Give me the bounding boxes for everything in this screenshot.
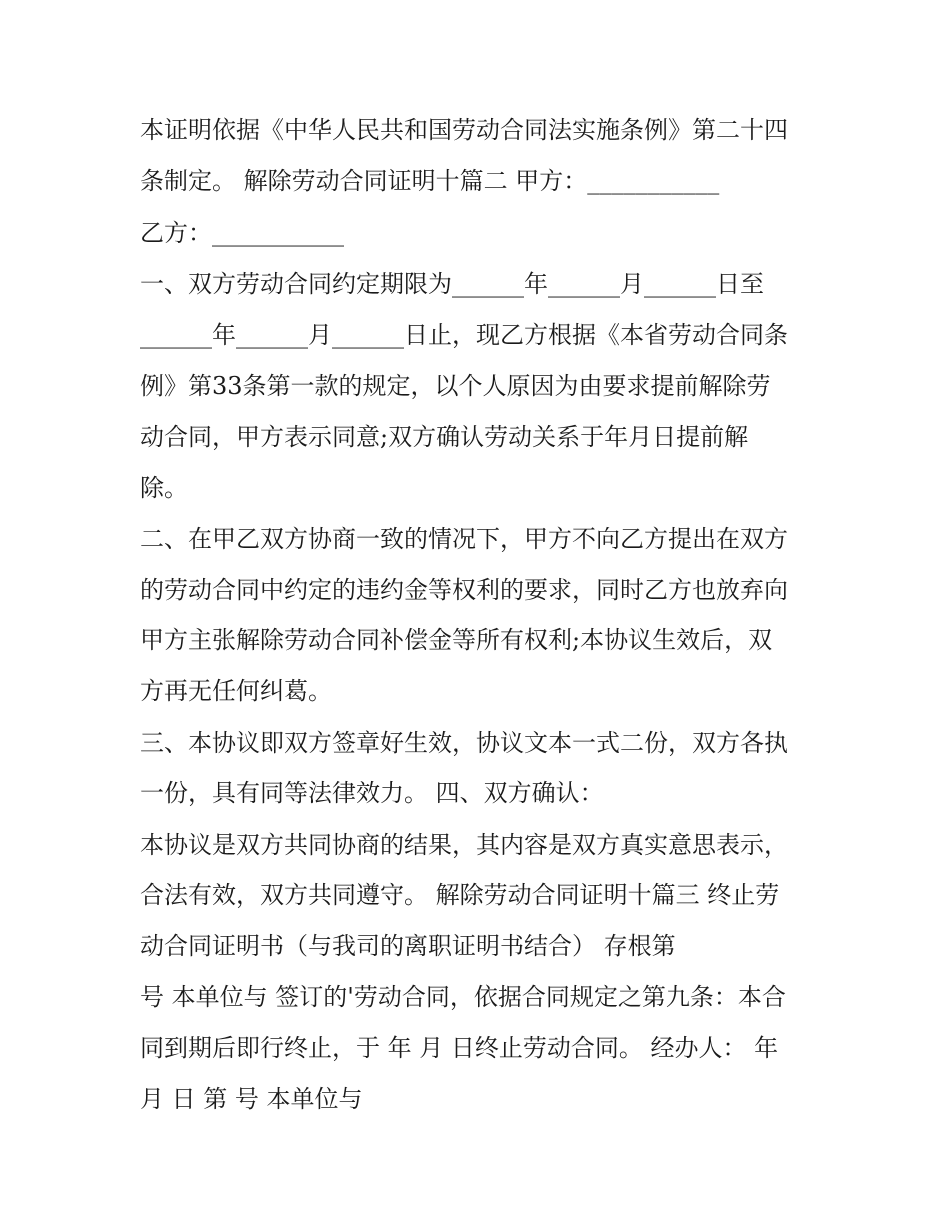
text-line-19: 同到期后即行终止，于 年 月 日终止劳动合同。 经办人： 年 bbox=[140, 1034, 779, 1062]
text-line-14: 一份，具有同等法律效力。 四、双方确认： bbox=[140, 779, 604, 807]
text-line-17: 动合同证明书（与我司的离职证明书结合） 存根第 bbox=[140, 932, 676, 960]
text-line-11: 甲方主张解除劳动合同补偿金等所有权利;本协议生效后，双 bbox=[140, 626, 773, 654]
text-line-1: 本证明依据《中华人民共和国劳动合同法实施条例》第二十四 bbox=[140, 116, 788, 144]
text-line-13: 三、本协议即双方签章好生效，协议文本一式二份，双方各执 bbox=[140, 729, 788, 757]
text-line-12: 方再无任何纠葛。 bbox=[140, 677, 332, 705]
text-line-3: 乙方：___________ bbox=[140, 219, 344, 247]
text-line-4: 一、双方劳动合同约定期限为______年______月______日至 bbox=[140, 270, 764, 298]
text-line-18: 号 本单位与 签订的'劳动合同，依据合同规定之第九条：本合 bbox=[140, 983, 786, 1011]
text-line-6: 例》第33条第一款的规定，以个人原因为由要求提前解除劳 bbox=[140, 372, 771, 400]
text-line-16: 合法有效，双方共同遵守。 解除劳动合同证明十篇三 终止劳 bbox=[140, 881, 780, 909]
text-line-10: 的劳动合同中约定的违约金等权利的要求，同时乙方也放弃向 bbox=[140, 576, 788, 604]
text-line-15: 本协议是双方共同协商的结果，其内容是双方真实意思表示， bbox=[140, 831, 788, 859]
text-line-8: 除。 bbox=[140, 474, 188, 502]
text-line-2: 条制定。 解除劳动合同证明十篇二 甲方：___________ bbox=[140, 167, 720, 195]
text-line-7: 动合同，甲方表示同意;双方确认劳动关系于年月日提前解 bbox=[140, 423, 749, 451]
text-line-20: 月 日 第 号 本单位与 bbox=[140, 1085, 363, 1113]
text-line-9: 二、在甲乙双方协商一致的情况下，甲方不向乙方提出在双方 bbox=[140, 525, 788, 553]
text-line-5: ______年______月______日止，现乙方根据《本省劳动合同条 bbox=[140, 321, 788, 349]
